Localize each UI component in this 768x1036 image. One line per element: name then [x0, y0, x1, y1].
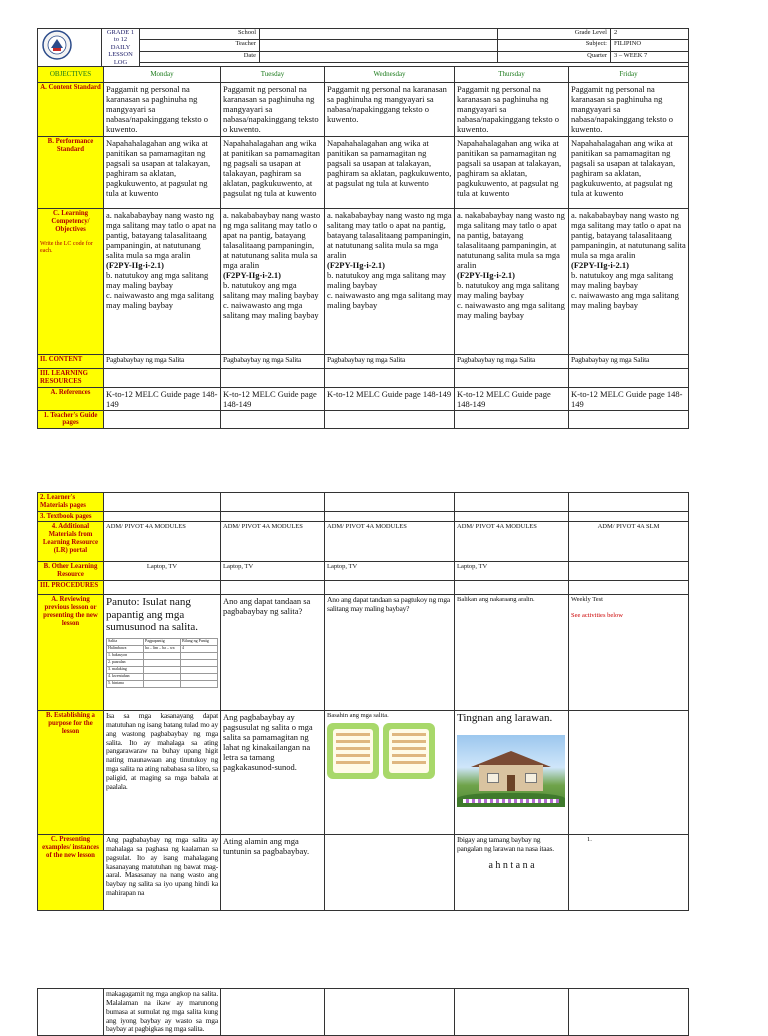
performance-standard-fri: Napahahalagahan ang wika at panitikan sa pamamagitan ng pagsali sa usapan at talakayan, paghiram sa aklatan, pagkukuwento, at pagsulat ng tula at kuwento — [569, 137, 689, 209]
mini-cell — [181, 652, 218, 659]
content-tue: Pagbabaybay ng mga Salita — [221, 355, 325, 369]
other-thu: Laptop, TV — [455, 562, 569, 581]
presenting-fri-number: 1. — [587, 836, 592, 844]
content-label: II. CONTENT — [38, 355, 104, 369]
presenting-label: C. Presenting examples/ instances of the new lesson — [38, 835, 104, 911]
lc-b: b. natutukoy ang mga salitang may maling baybay — [223, 280, 319, 301]
scrambled-word: a h n t a n a — [488, 859, 535, 871]
procedures-label: III. PROCEDURES — [38, 581, 104, 595]
mini-header: Salita — [107, 638, 144, 645]
teacher-label: Teacher — [235, 40, 256, 48]
mini-cell: 1. bakasyon — [107, 652, 144, 659]
day-tuesday: Tuesday — [221, 67, 325, 83]
lc-fri — [569, 209, 689, 355]
content-thu: Pagbabaybay ng mga Salita — [455, 355, 569, 369]
other-tue: Laptop, TV — [221, 562, 325, 581]
day-monday: Monday — [104, 67, 221, 83]
lesson-table-page2 — [37, 492, 689, 911]
school-value — [260, 29, 498, 40]
additional-wed: ADM/ PIVOT 4A MODULES — [325, 522, 455, 562]
content-standard-label: A. Content Standard — [38, 83, 104, 137]
quarter-value: 3 – WEEK 7 — [614, 51, 648, 59]
lc-code: (F2PY-IIg-i-2.1) — [106, 260, 164, 271]
weekly-test-label: Weekly Test — [571, 596, 603, 604]
continued-mon: makagagamit ng mga angkop na salita. Malalaman na ikaw ay marunong bumasa at sumulat ng mga salita kung ang iyong baybay ay wasto sa mga baybay at pagbigkas ng mga salita. — [104, 989, 221, 1036]
reviewing-mon — [104, 595, 221, 711]
mini-cell: ha – lim – ba – wa — [144, 645, 181, 652]
content-mon: Pagbabaybay ng mga Salita — [104, 355, 221, 369]
lc-code: (F2PY-IIg-i-2.1) — [457, 270, 515, 281]
pantig-mini-table — [106, 638, 218, 688]
lesson-table-page1 — [37, 66, 689, 429]
mini-cell — [144, 666, 181, 673]
teacher-value — [260, 40, 498, 51]
lc-b: b. natutukoy ang mga salitang may maling baybay — [457, 280, 560, 301]
additional-mon: ADM/ PIVOT 4A MODULES — [104, 522, 221, 562]
lc-tue — [221, 209, 325, 355]
presenting-tue: Ating alamin ang mga tuntunin sa pagbabaybay. — [221, 835, 325, 911]
presenting-thu — [455, 835, 569, 911]
presenting-mon: Ang pagbabaybay ng mga salita ay mahalaga sa paghasa ng kaalaman sa pagsulat. Ito ay isang mahalagang kasanayang matutuhan ng bawat mag-aaral. Masasanay na nang wasto ang baybay ng salita sa iyo upang hindi ka mahirapan na — [104, 835, 221, 911]
establishing-label: B. Establishing a purpose for the lesson — [38, 711, 104, 835]
reviewing-instruction: Panuto: Isulat nang papantig ang mga sumusunod na salita. — [106, 596, 198, 634]
lc-mon — [104, 209, 221, 355]
performance-standard-thu: Napahahalagahan ang wika at panitikan sa pamamagitan ng pagsali sa usapan at talakayan, paghiram sa aklatan, pagkukuwento, at pagsulat ng tula at kuwento — [455, 137, 569, 209]
reviewing-thu: Balikan ang nakaraang aralin. — [455, 595, 569, 711]
title-line1: GRADE 1 to 12 — [106, 29, 135, 44]
reviewing-wed: Ano ang dapat tandaan sa pagtukoy ng mga salitang may maling baybay? — [325, 595, 455, 711]
establishing-wed — [325, 711, 455, 835]
objectives-label: OBJECTIVES — [38, 67, 104, 83]
establishing-mon: Isa sa mga kasanayang dapat matutuhan ng isang batang tulad mo ay ang wastong pagbabaybay ng mga salita. Ito ay mahalaga sa ating pangarawaraw na buhay upang higit nating maunawaan ang tinutukoy ng mga salita na ating nababasa sa libro, sa paligid, at maging sa mga babala at paalala. — [104, 711, 221, 835]
mini-cell: 4 — [181, 645, 218, 652]
performance-standard-wed: Napahahalagahan ang wika at panitikan sa pamamagitan ng pagsali sa usapan at talakayan, paghiram sa aklatan, pagkukuwento, at pagsulat ng tula at kuwento — [325, 137, 455, 209]
grade-level-value: 2 — [614, 29, 618, 36]
subject-label: Subject: — [585, 40, 607, 48]
mini-cell — [181, 666, 218, 673]
see-activities-note: See activities below — [571, 611, 623, 619]
other-wed: Laptop, TV — [325, 562, 455, 581]
learning-competency-label — [38, 209, 104, 355]
lc-c: c. naiwawasto ang mga salitang may maling baybay — [106, 290, 214, 311]
lc-a: a. nakababaybay nang wasto ng mga salitang may tatlo o apat na pantig, batayang talasalitaang pampaningin, at natutunang salita mula sa mga aralin — [571, 210, 686, 261]
mini-header: Pagpapantig — [144, 638, 181, 645]
content-wed: Pagbabaybay ng mga Salita — [325, 355, 455, 369]
mini-cell — [181, 680, 218, 687]
reviewing-fri — [569, 595, 689, 711]
learning-resources-label: III. LEARNING RESOURCES — [38, 369, 104, 388]
lc-a: a. nakababaybay nang wasto ng mga salitang may tatlo o apat na pantig, batayang talasalitaang pampaningin, at natutunang salita mula sa mga aralin — [457, 210, 565, 271]
lc-note: Write the LC code for each. — [40, 241, 93, 255]
lc-c: c. naiwawasto ang mga salitang may maling baybay — [457, 300, 565, 321]
other-mon: Laptop, TV — [104, 562, 221, 581]
presenting-fri — [569, 835, 689, 911]
lc-code: (F2PY-IIg-i-2.1) — [571, 260, 629, 271]
additional-fri: ADM/ PIVOT 4A SLM — [569, 522, 689, 562]
learning-competency-title: C. Learning Competency/ Objectives — [51, 210, 90, 233]
lc-code: (F2PY-IIg-i-2.1) — [327, 260, 385, 271]
content-standard-wed: Paggamit ng personal na karanasan sa paghinuha ng mangyayari sa nabasa/napakinggang teksto o kuwento. — [325, 83, 455, 137]
reviewing-tue: Ano ang dapat tandaan sa pagbabaybay ng salita? — [221, 595, 325, 711]
content-standard-tue: Paggamit ng personal na karanasan sa paghinuha ng mangyayari sa nabasa/napakinggang teksto o kuwento. — [221, 83, 325, 137]
presenting-thu-text: Ibigay ang tamang baybay ng pangalan ng larawan na nasa itaas. — [457, 835, 554, 853]
mini-cell: 5. bintana — [107, 680, 144, 687]
mini-cell: 4. kwentuhan — [107, 673, 144, 680]
additional-thu: ADM/ PIVOT 4A MODULES — [455, 522, 569, 562]
mini-cell: Halimbawa — [107, 645, 144, 652]
mini-header: Bilang ng Pantig — [181, 638, 218, 645]
lc-a: a. nakababaybay nang wasto ng mga salitang may tatlo o apat na pantig, batayang talasalitaang pampaningin, at natutunang salita mula sa mga aralin — [106, 210, 216, 261]
lc-a: a. nakababaybay nang wasto ng mga salitang may tatlo o apat na pantig, batayang talasalitaang pampaningin, at natutunang salita mula sa mga aralin — [327, 210, 452, 261]
lc-a: a. nakababaybay nang wasto ng mga salitang may tatlo o apat na pantig, batayang talasalitaang pampaningin, at natutunang salita mula sa mga aralin — [223, 210, 321, 271]
content-standard-fri: Paggamit ng personal na karanasan sa paghinuha ng mangyayari sa nabasa/napakinggang teksto o kuwento. — [569, 83, 689, 137]
other-resources-label: B. Other Learning Resource — [38, 562, 104, 581]
establishing-wed-text: Basahin ang mga salita. — [327, 712, 389, 720]
mini-cell — [181, 673, 218, 680]
day-wednesday: Wednesday — [325, 67, 455, 83]
establishing-tue: Ang pagbabaybay ay pagsusulat ng salita o mga salita sa pamamagitan ng lahat ng kinakailangan na letra sa tamang pagkakasunod-sunod. — [221, 711, 325, 835]
textbook-pages-label: 3. Textbook pages — [38, 511, 104, 522]
mini-cell: 3. malaking — [107, 666, 144, 673]
references-mon: K-to-12 MELC Guide page 148-149 — [104, 387, 221, 410]
lesson-table-page3 — [37, 988, 689, 1036]
references-label: A. References — [38, 387, 104, 410]
references-tue: K-to-12 MELC Guide page 148-149 — [221, 387, 325, 410]
additional-tue: ADM/ PIVOT 4A MODULES — [221, 522, 325, 562]
references-fri: K-to-12 MELC Guide page 148-149 — [569, 387, 689, 410]
mini-cell — [144, 673, 181, 680]
learners-materials-label: 2. Learner's Materials pages — [38, 493, 104, 512]
performance-standard-tue: Napahahalagahan ang wika at panitikan sa pamamagitan ng pagsali sa usapan at talakayan, paghiram sa aklatan, pagkukuwento, at pagsulat ng tula at kuwento — [221, 137, 325, 209]
lc-b: b. natutukoy ang mga salitang may maling baybay — [571, 270, 674, 291]
establishing-thu-text: Tingnan ang larawan. — [457, 712, 553, 725]
establishing-thu — [455, 711, 569, 835]
header-table — [37, 28, 689, 67]
mini-cell — [144, 652, 181, 659]
day-thursday: Thursday — [455, 67, 569, 83]
mini-cell — [181, 659, 218, 666]
lc-b: b. natutukoy ang mga salitang may maling baybay — [106, 270, 209, 291]
content-fri: Pagbabaybay ng mga Salita — [569, 355, 689, 369]
references-thu: K-to-12 MELC Guide page 148-149 — [455, 387, 569, 410]
date-label: Date — [243, 51, 256, 59]
lc-wed — [325, 209, 455, 355]
school-label: School — [237, 29, 256, 36]
word-card — [383, 723, 435, 779]
lc-code: (F2PY-IIg-i-2.1) — [223, 270, 281, 281]
additional-materials-label: 4. Additional Materials from Learning Resource (LR) portal — [38, 522, 104, 562]
house-image — [457, 735, 565, 807]
lc-thu — [455, 209, 569, 355]
teachers-guide-label: 1. Teacher's Guide pages — [38, 410, 104, 429]
title-line3: LOG — [113, 58, 128, 66]
date-value — [260, 51, 498, 62]
lc-b: b. natutukoy ang mga salitang may maling baybay — [327, 270, 446, 291]
title-line2: DAILY LESSON — [108, 43, 133, 59]
lc-c: c. naiwawasto ang mga salitang may maling baybay — [571, 290, 679, 311]
content-standard-mon: Paggamit ng personal na karanasan sa paghinuha ng mangyayari sa nabasa/napakinggang teksto o kuwento. — [104, 83, 221, 137]
lc-c: c. naiwawasto ang mga salitang may maling baybay — [223, 300, 319, 321]
word-card — [327, 723, 379, 779]
subject-value: FILIPINO — [614, 40, 642, 48]
day-friday: Friday — [569, 67, 689, 83]
word-cards-image — [327, 723, 452, 779]
mini-cell — [144, 680, 181, 687]
reviewing-label: A. Reviewing previous lesson or presenting the new lesson — [38, 595, 104, 711]
performance-standard-label: B. Performance Standard — [38, 137, 104, 209]
quarter-label: Quarter — [587, 51, 607, 59]
content-standard-thu: Paggamit ng personal na karanasan sa paghinuha ng mangyayari sa nabasa/napakinggang teksto o kuwento. — [455, 83, 569, 137]
mini-cell — [144, 659, 181, 666]
performance-standard-mon: Napahahalagahan ang wika at panitikan sa pamamagitan ng pagsali sa usapan at talakayan, paghiram sa aklatan, pagkukuwento, at pagsulat ng tula at kuwento — [104, 137, 221, 209]
mini-cell: 2. paaralan — [107, 659, 144, 666]
lc-c: c. naiwawasto ang mga salitang may maling baybay — [327, 290, 452, 311]
references-wed: K-to-12 MELC Guide page 148-149 — [325, 387, 455, 410]
grade-level-label: Grade Level — [574, 29, 607, 36]
